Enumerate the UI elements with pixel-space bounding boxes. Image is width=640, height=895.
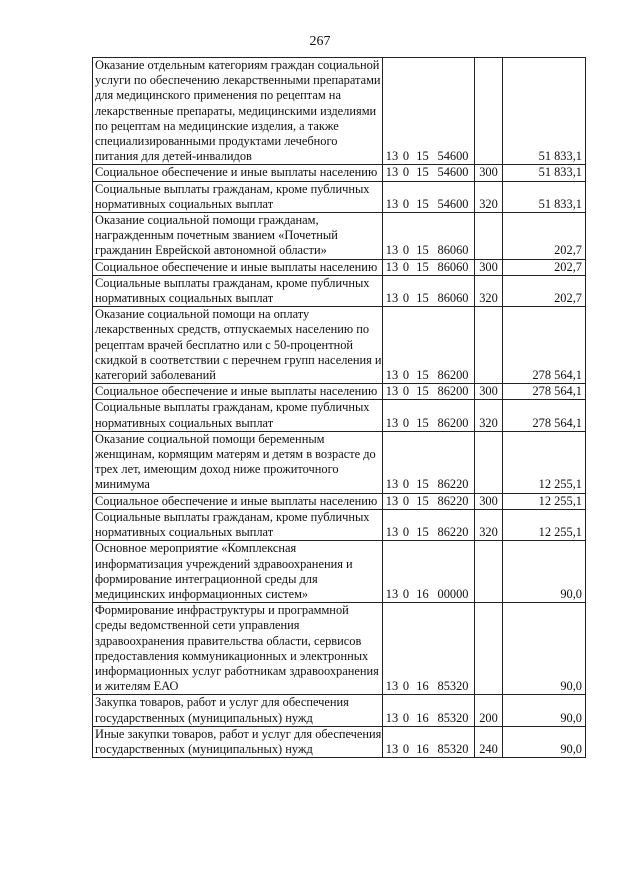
code-part: 13: [385, 741, 399, 756]
code-part: 85320: [437, 710, 469, 725]
row-expense-type: 320: [475, 400, 503, 431]
row-expense-type: 300: [475, 384, 503, 400]
row-expense-type: 300: [475, 493, 503, 509]
code-part: 13: [385, 243, 399, 258]
row-code: [383, 259, 475, 275]
code-part: 13: [385, 415, 399, 430]
code-part: 86060: [437, 243, 469, 258]
code-part: 0: [402, 368, 410, 383]
budget-table: [92, 57, 586, 758]
code-part: 15: [416, 477, 429, 492]
table-row: [93, 400, 586, 431]
code-part: 0: [402, 710, 410, 725]
code-part: 13: [385, 165, 399, 180]
code-part: 0: [402, 741, 410, 756]
code-part: 15: [416, 196, 429, 211]
code-part: 13: [385, 477, 399, 492]
budget-table-body: [93, 58, 586, 758]
row-code: [383, 541, 475, 603]
row-code: [383, 213, 475, 260]
row-description: Иные закупки товаров, работ и услуг для обеспечения государственных (муниципальных) нужд: [93, 726, 383, 757]
code-part: 16: [416, 741, 429, 756]
row-description: Социальные выплаты гражданам, кроме публичных нормативных социальных выплат: [93, 400, 383, 431]
code-part: 54600: [437, 149, 469, 164]
row-expense-type: 300: [475, 259, 503, 275]
code-part: 13: [385, 291, 399, 306]
code-part: 86220: [437, 477, 469, 492]
row-expense-type: [475, 603, 503, 695]
row-expense-type: [475, 213, 503, 260]
row-code: [383, 726, 475, 757]
row-code: [383, 603, 475, 695]
code-part: 86200: [437, 368, 469, 383]
row-amount: 278 564,1: [503, 400, 586, 431]
code-part: 0: [402, 415, 410, 430]
code-part: 15: [416, 149, 429, 164]
row-amount: 202,7: [503, 275, 586, 306]
table-row: [93, 213, 586, 260]
row-amount: 90,0: [503, 541, 586, 603]
code-part: 13: [385, 196, 399, 211]
code-part: 0: [402, 493, 410, 508]
row-description: Социальные выплаты гражданам, кроме публичных нормативных социальных выплат: [93, 509, 383, 540]
row-amount: 51 833,1: [503, 58, 586, 165]
code-part: 13: [385, 149, 399, 164]
code-part: 13: [385, 679, 399, 694]
table-row: [93, 603, 586, 695]
table-row: [93, 431, 586, 493]
row-amount: 12 255,1: [503, 509, 586, 540]
code-part: 86200: [437, 415, 469, 430]
row-description: Основное мероприятие «Комплексная информатизация учреждений здравоохранения и формирование интеграционной среды для медицинских информационных систем»: [93, 541, 383, 603]
code-part: 0: [402, 196, 410, 211]
row-description: Формирование инфраструктуры и программной среды ведомственной сети управления здравоохранения правительства области, сервисов предоставления коммуникационных и электронных информационных услуг работникам здравоохранения и жителям ЕАО: [93, 603, 383, 695]
row-expense-type: 240: [475, 726, 503, 757]
code-part: 0: [402, 291, 410, 306]
row-code: [383, 275, 475, 306]
code-part: 15: [416, 415, 429, 430]
row-description: Социальное обеспечение и иные выплаты населению: [93, 384, 383, 400]
row-amount: 202,7: [503, 213, 586, 260]
code-part: 16: [416, 679, 429, 694]
row-code: [383, 181, 475, 212]
code-part: 85320: [437, 679, 469, 694]
row-amount: 278 564,1: [503, 307, 586, 384]
row-code: [383, 58, 475, 165]
code-part: 13: [385, 525, 399, 540]
code-part: 0: [402, 149, 410, 164]
row-expense-type: [475, 431, 503, 493]
table-row: [93, 58, 586, 165]
code-part: 0: [402, 259, 410, 274]
code-part: 0: [402, 384, 410, 399]
code-part: 15: [416, 165, 429, 180]
row-description: Оказание социальной помощи гражданам, награжденным почетным званием «Почетный гражданин Еврейской автономной области»: [93, 213, 383, 260]
code-part: 86200: [437, 384, 469, 399]
row-code: [383, 509, 475, 540]
row-code: [383, 165, 475, 181]
table-row: [93, 259, 586, 275]
row-expense-type: 320: [475, 181, 503, 212]
table-row: [93, 181, 586, 212]
code-part: 15: [416, 243, 429, 258]
code-part: 15: [416, 368, 429, 383]
table-row: [93, 307, 586, 384]
code-part: 0: [402, 586, 410, 601]
row-amount: 90,0: [503, 726, 586, 757]
table-row: [93, 384, 586, 400]
code-part: 15: [416, 493, 429, 508]
row-code: [383, 493, 475, 509]
code-part: 0: [402, 679, 410, 694]
code-part: 86060: [437, 291, 469, 306]
row-description: Оказание социальной помощи беременным женщинам, кормящим матерям и детям в возрасте до трех лет, имеющим доход ниже прожиточного минимума: [93, 431, 383, 493]
code-part: 15: [416, 259, 429, 274]
code-part: 86060: [437, 259, 469, 274]
row-description: Социальное обеспечение и иные выплаты населению: [93, 493, 383, 509]
code-part: 13: [385, 259, 399, 274]
code-part: 0: [402, 243, 410, 258]
code-part: 86220: [437, 525, 469, 540]
row-description: Социальное обеспечение и иные выплаты населению: [93, 259, 383, 275]
row-description: Социальные выплаты гражданам, кроме публичных нормативных социальных выплат: [93, 181, 383, 212]
code-part: 13: [385, 368, 399, 383]
code-part: 54600: [437, 196, 469, 211]
row-description: Социальное обеспечение и иные выплаты населению: [93, 165, 383, 181]
table-row: [93, 493, 586, 509]
code-part: 85320: [437, 741, 469, 756]
row-expense-type: 320: [475, 509, 503, 540]
row-code: [383, 431, 475, 493]
table-row: [93, 695, 586, 726]
row-code: [383, 400, 475, 431]
table-row: [93, 275, 586, 306]
row-expense-type: 320: [475, 275, 503, 306]
code-part: 13: [385, 384, 399, 399]
table-row: [93, 509, 586, 540]
code-part: 0: [402, 477, 410, 492]
code-part: 16: [416, 710, 429, 725]
code-part: 15: [416, 291, 429, 306]
code-part: 13: [385, 493, 399, 508]
row-code: [383, 384, 475, 400]
table-row: [93, 541, 586, 603]
row-amount: 90,0: [503, 695, 586, 726]
row-amount: 51 833,1: [503, 181, 586, 212]
row-description: Социальные выплаты гражданам, кроме публичных нормативных социальных выплат: [93, 275, 383, 306]
code-part: 15: [416, 384, 429, 399]
code-part: 0: [402, 165, 410, 180]
row-amount: 278 564,1: [503, 384, 586, 400]
row-expense-type: [475, 58, 503, 165]
row-description: Оказание отдельным категориям граждан социальной услуги по обеспечению лекарственными препаратами для медицинского применения по рецептам на лекарственные препараты, медицинскими изделиями по рецептам на медицинские изделия, а также специализированными продуктами лечебного питания для детей-инвалидов: [93, 58, 383, 165]
code-part: 86220: [437, 493, 469, 508]
table-row: [93, 165, 586, 181]
code-part: 0: [402, 525, 410, 540]
row-amount: 90,0: [503, 603, 586, 695]
row-amount: 12 255,1: [503, 431, 586, 493]
row-expense-type: 300: [475, 165, 503, 181]
code-part: 54600: [437, 165, 469, 180]
code-part: 13: [385, 710, 399, 725]
row-expense-type: 200: [475, 695, 503, 726]
row-amount: 12 255,1: [503, 493, 586, 509]
row-code: [383, 307, 475, 384]
code-part: 16: [416, 586, 429, 601]
row-amount: 202,7: [503, 259, 586, 275]
page-number: 267: [309, 34, 331, 49]
row-expense-type: [475, 307, 503, 384]
code-part: 13: [385, 586, 399, 601]
table-row: [93, 726, 586, 757]
row-description: Закупка товаров, работ и услуг для обеспечения государственных (муниципальных) нужд: [93, 695, 383, 726]
code-part: 00000: [437, 586, 469, 601]
row-amount: 51 833,1: [503, 165, 586, 181]
row-description: Оказание социальной помощи на оплату лекарственных средств, отпускаемых населению по рецептам врачей бесплатно или с 50-процентной скидкой в соответствии с перечнем групп населения и категорий заболеваний: [93, 307, 383, 384]
row-code: [383, 695, 475, 726]
code-part: 15: [416, 525, 429, 540]
row-expense-type: [475, 541, 503, 603]
